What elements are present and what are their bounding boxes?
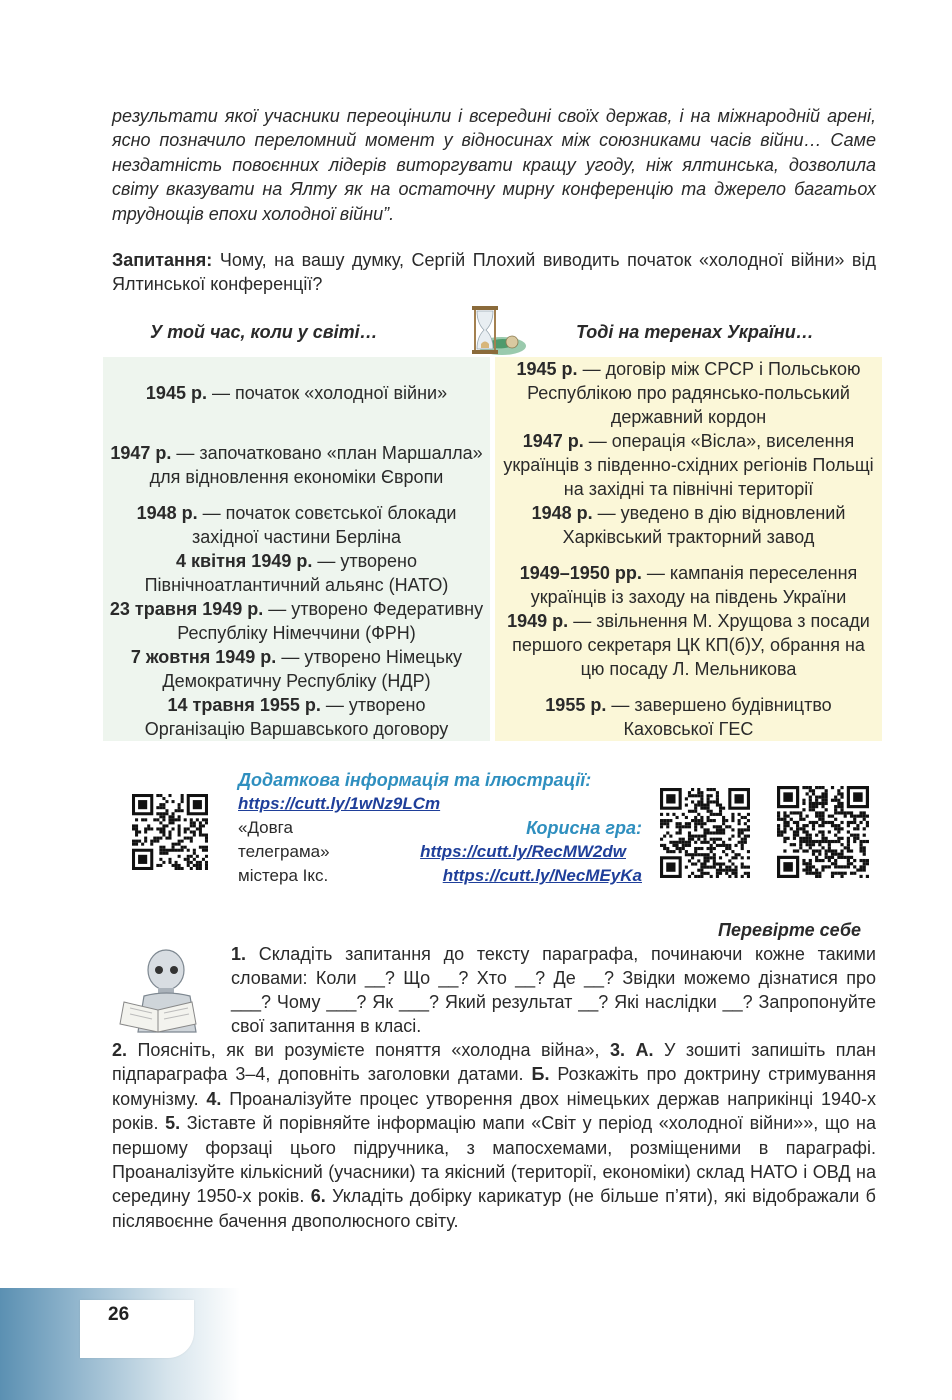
world-event-cell [103, 429, 490, 501]
event-date: 4 квітня 1949 р. [176, 551, 313, 571]
task-text: У зошиті запишіть план підпараграфа 3–4, доповніть заголовки датами. [112, 1040, 877, 1085]
links-row [238, 840, 642, 864]
ukraine-event-cell [495, 429, 882, 501]
task-number: 2. [112, 1040, 128, 1060]
question-label: Запитання: [112, 250, 213, 270]
useful-game-title: Корисна гра: [526, 818, 642, 838]
task-text: Складіть запитання до тексту параграфа, починаючи кожне такими словами: Коли __? Що __? Хто __? Де __? Звідки можемо дізнатися про ___? Чому ___? Як ___? Який результат __? Які наслідки __? Запропонуйте свої запитання в класі. [231, 944, 876, 1036]
qr-code-icon[interactable] [777, 786, 869, 878]
question-text: Чому, на вашу думку, Сергій Плохий виводить початок «холодної війни» від Ялтинської конференції? [112, 250, 876, 294]
additional-info-link[interactable]: https://cutt.ly/1wNz9LCm [238, 794, 441, 813]
event-text: — звільнення М. Хрущова з посади першого секретаря ЦК КП(б)У, обрання на цю посаду Л. Мельникова [512, 611, 870, 679]
task-text: Зіставте й порівняйте інформацію мапи «Світ у період «холодної війни»», що на першому форзаці цього підручника, з мапосхемами, розміщеними в параграфі. Проаналізуйте кількісний (учасники) та якісний (території, економіки) склад НАТО і ОВД на середину 1950-х років. [112, 1113, 876, 1207]
event-date: 1947 р. [110, 443, 172, 463]
task-text: Проаналізуйте процес утворення двох німецьких держав наприкінці 1940-х років. [112, 1088, 876, 1134]
event-text: — завершено будівництво Каховської ГЕС [606, 695, 832, 739]
additional-info-title: Додаткова інформація та ілюстрації: [238, 770, 592, 790]
event-date: 7 жовтня 1949 р. [130, 647, 277, 667]
event-text: — уведено в дію відновлений Харківський тракторний завод [562, 503, 846, 547]
additional-links [238, 768, 642, 888]
task-number: 4. [206, 1088, 222, 1109]
qr-code-icon[interactable] [132, 794, 208, 870]
ukraine-event-cell [495, 357, 882, 429]
task-number: 6. [310, 1186, 326, 1207]
quote-text: результати якої учасники переоцінили і всередині своїх держав, і на міжнародній арені, ясно позначило переломний момент у відносинах між союзниками часів війни… Саме нездатність повоєнних лідерів виторгувати кращу угоду, ніж ялтинська, дозволила світу вказувати на Ялту як на остаточну мирну конференцію та джерело багатьох труднощів епохи холодної війни”. [112, 106, 876, 224]
event-text: — започатковано «план Маршалла» для відновлення економіки Європи [149, 443, 483, 487]
event-text: — початок «холодної війни» [206, 383, 448, 403]
hourglass-icon [458, 302, 528, 358]
timeline-row [103, 693, 882, 741]
event-text: — договір між СРСР і Польською Республікою про радянсько-польський державний кордон [527, 359, 861, 427]
timeline-row [103, 357, 882, 429]
reading-robot-icon [114, 946, 220, 1038]
event-date: 23 травня 1949 р. [109, 599, 264, 619]
tasks-2-6 [112, 1038, 876, 1233]
page-number-tab [80, 1300, 194, 1358]
event-date: 1948 р. [531, 503, 593, 523]
event-text: — утворено Організацію Варшавського договору [144, 695, 449, 739]
ukraine-event-cell [495, 549, 882, 693]
telegram-label-line: «Довга [238, 818, 293, 837]
event-date: 1948 р. [136, 503, 198, 523]
task-number: 5. [165, 1113, 181, 1134]
event-text: — початок совєтської блокади західної частини Берліна [191, 503, 457, 547]
telegram-label-line: містера Ікс. [238, 866, 329, 885]
task-1 [231, 942, 876, 1038]
event-text: — утворено Федеративну Республіку Німеччини (ФРН) [177, 599, 484, 643]
event-date: 1947 р. [522, 431, 584, 451]
task-text: Поясніть, як ви розумієте поняття «холодна війна», [127, 1040, 611, 1060]
ukraine-event-cell [495, 693, 882, 741]
timeline-left-heading: У той час, коли у світі… [150, 322, 378, 342]
telegram-label-line: телеграма» [238, 842, 330, 861]
event-text: — кампанія переселення українців із заходу на південь України [530, 563, 858, 607]
world-event-cell [103, 501, 490, 549]
timeline-table [103, 357, 882, 741]
task-number: Б. [531, 1064, 550, 1085]
self-check-title: Перевірте себе [718, 920, 862, 940]
event-date: 1949 р. [507, 611, 569, 631]
page-number: 26 [108, 1304, 130, 1325]
question-paragraph [112, 248, 876, 296]
task-number: 1. [231, 944, 247, 964]
timeline-row [103, 501, 882, 549]
event-text: — операція «Вісла», виселення українців з південно-східних регіонів Польщі на західні та північні території [503, 431, 874, 499]
event-text: — утворено Північноатлантичний альянс (НАТО) [144, 551, 449, 595]
telegram-link[interactable]: https://cutt.ly/RecMW2dw [420, 842, 626, 861]
event-date: 1955 р. [545, 695, 607, 715]
links-row [238, 816, 642, 840]
timeline-right-heading: Тоді на теренах України… [576, 322, 814, 342]
task-text: Розкажіть про доктрину стримування комунізму. [112, 1064, 877, 1109]
links-row [238, 864, 642, 888]
timeline-row [103, 549, 882, 693]
task-text: Укладіть добірку карикатур (не більше п’яти), які відображали б післявоєнне бачення двополюсного світу. [112, 1186, 876, 1231]
task-number: 3. А. [610, 1040, 654, 1060]
game-link[interactable]: https://cutt.ly/NecMEyKa [442, 866, 642, 885]
event-date: 1945 р. [516, 359, 578, 379]
timeline-row [103, 429, 882, 501]
event-date: 1945 р. [145, 383, 207, 403]
world-event-cell [103, 549, 490, 693]
event-date: 1949–1950 рр. [519, 563, 642, 583]
world-event-cell [103, 693, 490, 741]
event-text: — утворено Німецьку Демократичну Республіку (НДР) [162, 647, 463, 691]
ukraine-event-cell [495, 501, 882, 549]
world-event-cell [103, 357, 490, 429]
qr-code-icon[interactable] [660, 788, 750, 878]
event-date: 14 травня 1955 р. [167, 695, 321, 715]
